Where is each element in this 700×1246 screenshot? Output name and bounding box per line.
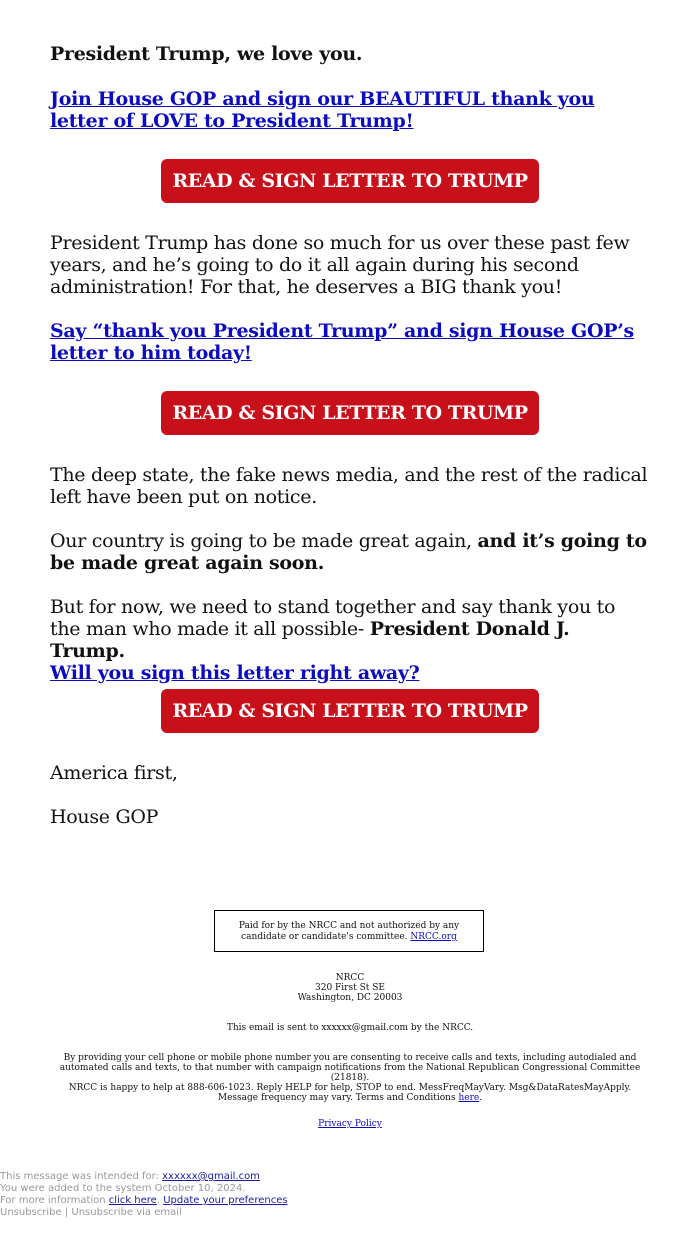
click-here-link[interactable]: click here	[108, 1195, 157, 1206]
sign-letter-link[interactable]: Will you sign this letter right away?	[50, 662, 420, 684]
unsubscribe-line: Unsubscribe | Unsubscribe via email	[0, 1207, 182, 1218]
sent-to-notice: This email is sent to xxxxxx@gmail.com by the NRCC.	[226, 1023, 474, 1033]
read-sign-letter-button-2[interactable]: READ & SIGN LETTER TO TRUMP	[161, 391, 539, 435]
more-info-line: For more information click here. Update your preferences	[0, 1195, 288, 1206]
intended-for-line: This message was intended for: xxxxxx@gmail.com	[0, 1171, 260, 1182]
unsubscribe-email-link[interactable]: Unsubscribe via email	[71, 1207, 182, 1218]
org-name: NRCC	[335, 973, 365, 983]
privacy-row	[0, 1119, 700, 1129]
paid-for-disclaimer-box	[214, 910, 484, 952]
privacy-policy-link[interactable]: Privacy Policy	[318, 1119, 382, 1129]
signature: House GOP	[50, 806, 159, 828]
nrcc-org-link[interactable]: NRCC.org	[410, 932, 457, 942]
paid-for-text: Paid for by the NRCC and not authorized by any candidate or candidate's committee.	[238, 921, 460, 942]
address-line-1: 320 First St SE	[315, 983, 385, 993]
signoff: America first,	[50, 762, 178, 784]
join-letter-link[interactable]: Join House GOP and sign our BEAUTIFUL thank you letter of LOVE to President Trump!	[50, 88, 595, 132]
unsubscribe-link[interactable]: Unsubscribe	[0, 1207, 62, 1218]
read-sign-letter-button-3[interactable]: READ & SIGN LETTER TO TRUMP	[161, 689, 539, 733]
consent-notice: By providing your cell phone or mobile phone number you are consenting to receive calls and texts, including autodialed and automated calls and texts, to that number with campaign notifications from the National Republican Congressional Committee (21818).	[59, 1053, 641, 1083]
added-date-line: You were added to the system October 10, 2024.	[0, 1183, 246, 1194]
mailing-address	[0, 973, 700, 1003]
paragraph-stand-together: But for now, we need to stand together and say thank you to the man who made it all possible- President Donald J. Trump. Will you sign this letter right away?	[50, 596, 616, 684]
paragraph-great-again: Our country is going to be made great again, and it’s going to be made great again soon.	[50, 530, 647, 574]
address-line-2: Washington, DC 20003	[297, 993, 403, 1003]
headline: President Trump, we love you.	[50, 43, 363, 65]
update-preferences-link[interactable]: Update your preferences	[163, 1195, 288, 1206]
read-sign-letter-button-1[interactable]: READ & SIGN LETTER TO TRUMP	[161, 159, 539, 203]
terms-here-link[interactable]: here	[458, 1093, 480, 1103]
intended-email-link[interactable]: xxxxxx@gmail.com	[162, 1171, 260, 1182]
paragraph-deep-state: The deep state, the fake news media, and the rest of the radical left have been put on notice.	[50, 464, 648, 508]
say-thank-you-link[interactable]: Say “thank you President Trump” and sign House GOP’s letter to him today!	[50, 320, 634, 364]
help-notice: NRCC is happy to help at 888-606-1023. Reply HELP for help, STOP to end. MessFreqMayVary. Msg&DataRatesMayApply. Message frequency may vary. Terms and Conditions here.	[68, 1083, 632, 1103]
paragraph-thank-you: President Trump has done so much for us over these past few years, and he’s going to do it all again during his second administration! For that, he deserves a BIG thank you!	[50, 232, 630, 298]
